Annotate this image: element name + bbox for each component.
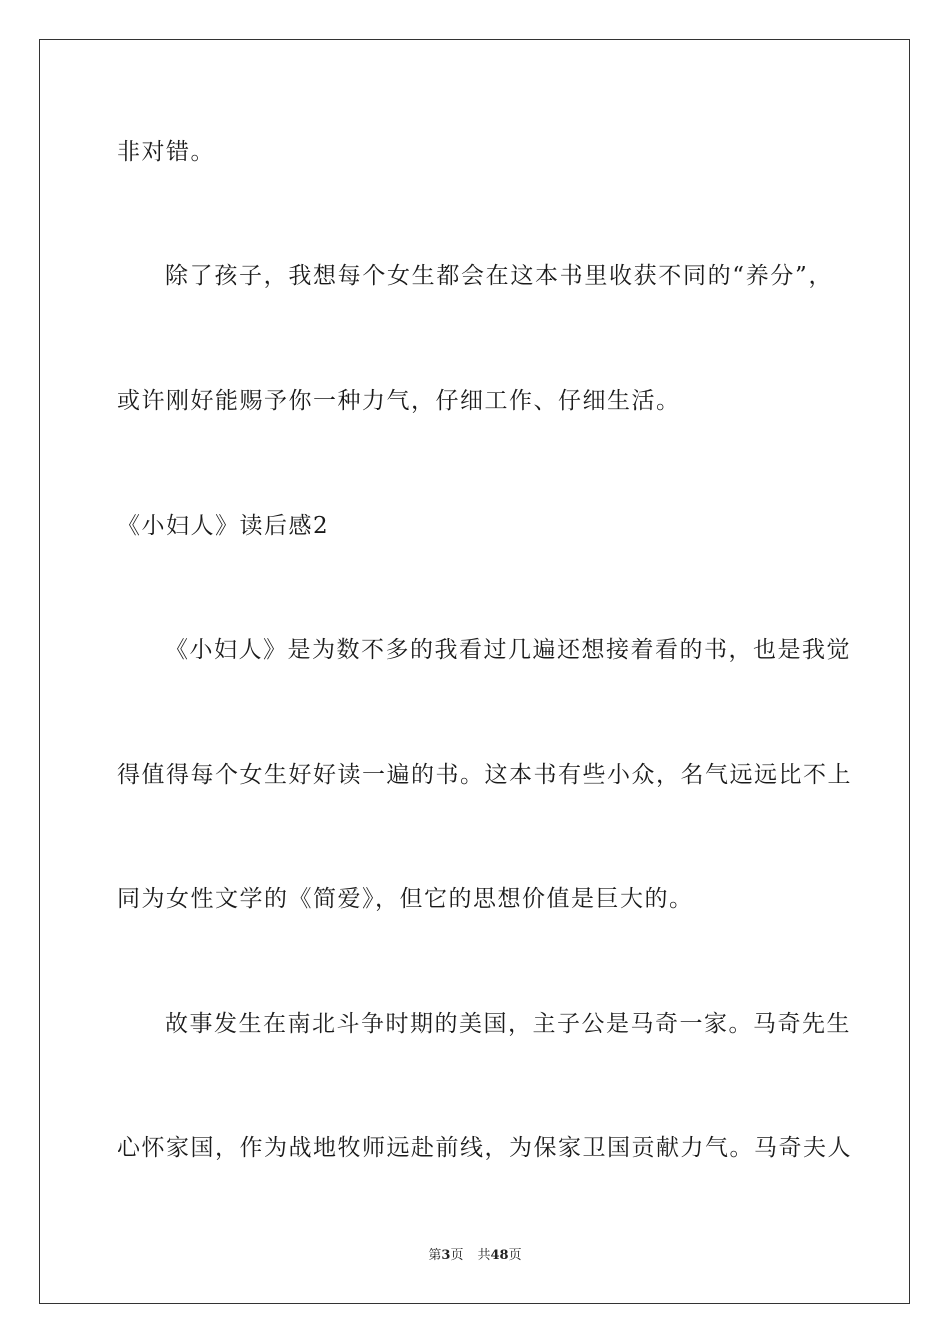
footer-total-suffix: 页 — [508, 1248, 522, 1263]
text-line-9: 心怀家国，作为战地牧师远赴前线，为保家卫国贡献力气。马奇夫人 — [117, 1135, 852, 1161]
footer-page-number: 3 — [441, 1248, 451, 1263]
footer-page-prefix: 第 — [428, 1248, 442, 1263]
text-line-5: 《小妇人》是为数不多的我看过几遍还想接着看的书，也是我觉 — [165, 637, 851, 663]
text-line-7: 同为女性文学的《简爱》，但它的思想价值是巨大的。 — [117, 886, 694, 912]
text-line-1: 非对错。 — [117, 139, 215, 165]
text-line-3: 或许刚好能赐予你一种力气，仔细工作、仔细生活。 — [117, 388, 681, 414]
text-line-6: 得值得每个女生好好读一遍的书。这本书有些小众，名气远远比不上 — [117, 762, 852, 788]
page-border — [39, 39, 910, 1304]
footer-total-pages: 48 — [490, 1248, 509, 1263]
section-heading: 《小妇人》读后感2 — [117, 513, 330, 539]
text-line-2: 除了孩子，我想每个女生都会在这本书里收获不同的“养分”， — [165, 263, 833, 289]
page-footer — [0, 1247, 950, 1265]
text-line-8: 故事发生在南北斗争时期的美国，主子公是马奇一家。马奇先生 — [165, 1011, 851, 1037]
footer-page-suffix: 页 — [450, 1248, 464, 1263]
footer-total-prefix: 共 — [477, 1248, 491, 1263]
